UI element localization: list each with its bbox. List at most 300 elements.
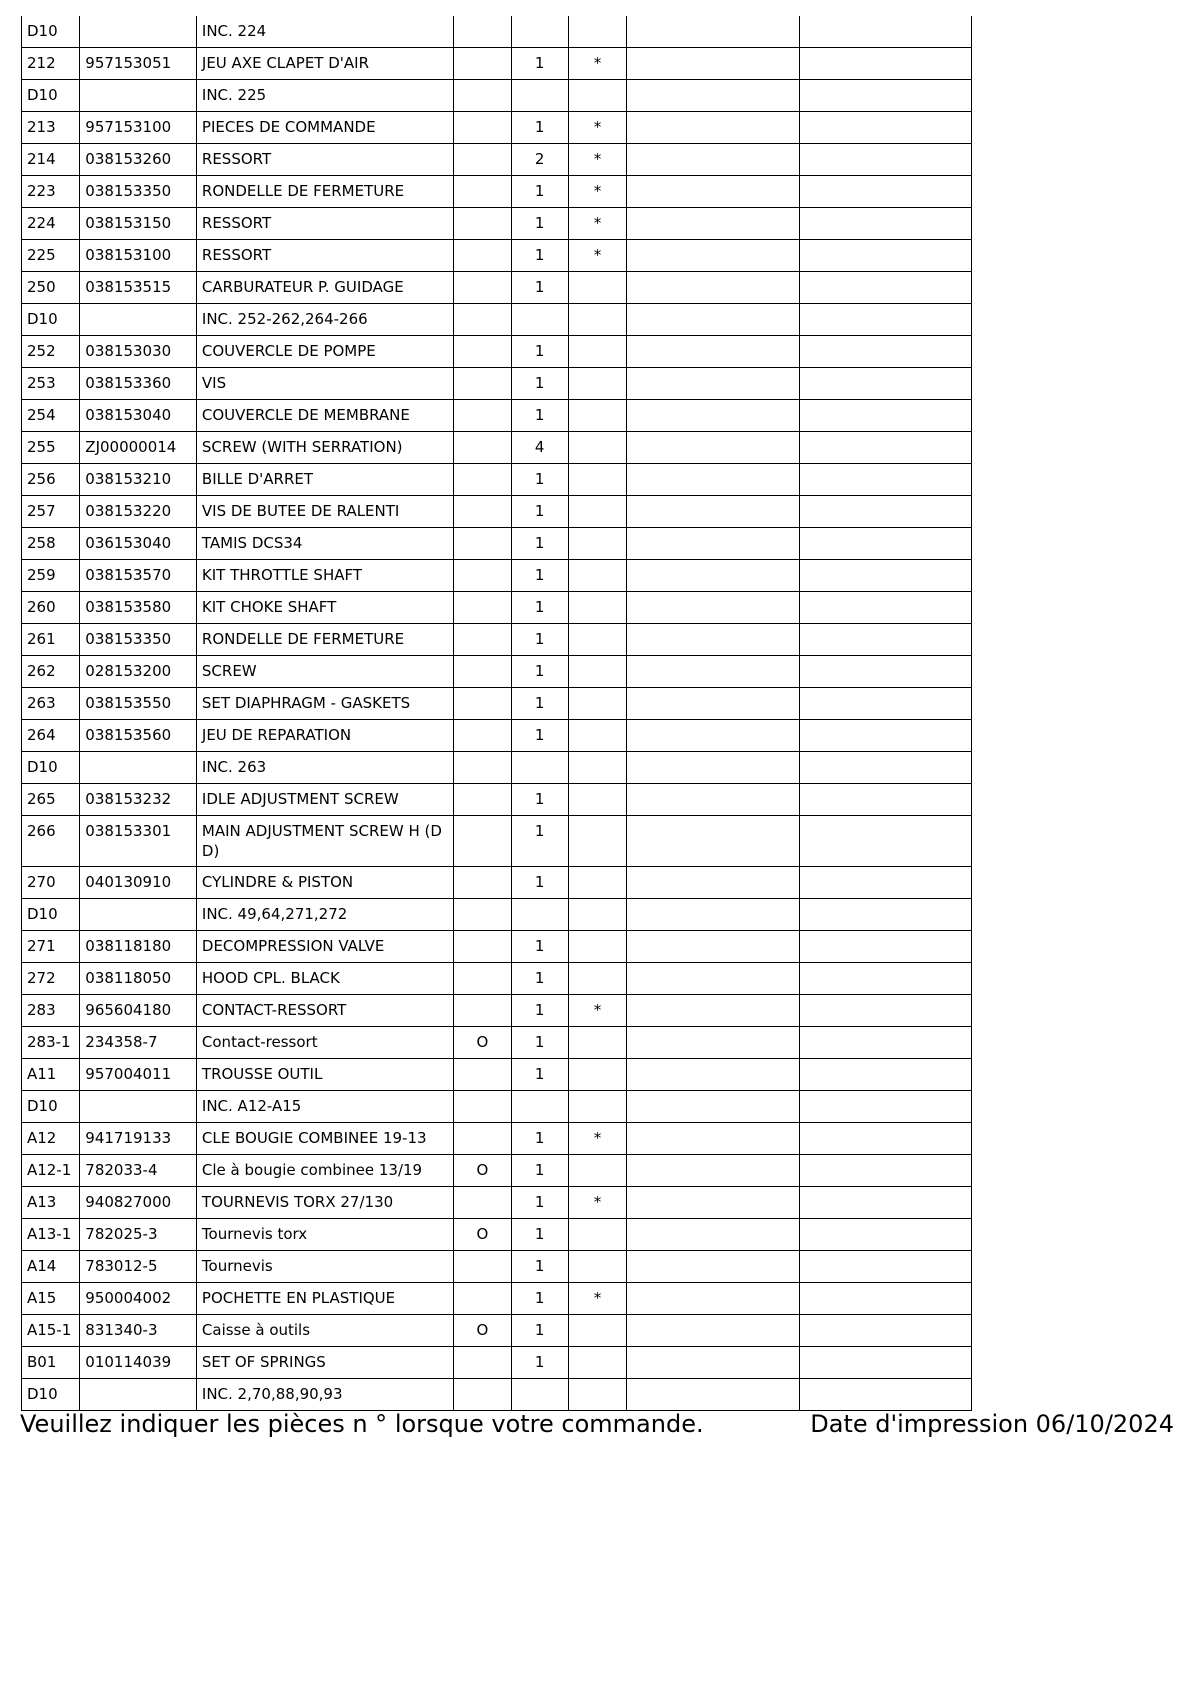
cell-blank-a (627, 432, 800, 464)
cell-flag: O (454, 1315, 511, 1347)
cell-part-number: 038153515 (80, 272, 197, 304)
cell-blank-b (800, 464, 972, 496)
cell-quantity: 1 (511, 1155, 568, 1187)
cell-description: KIT THROTTLE SHAFT (196, 560, 453, 592)
cell-flag (454, 899, 511, 931)
cell-mark: * (568, 1283, 626, 1315)
cell-mark (568, 80, 626, 112)
cell-flag (454, 1187, 511, 1219)
cell-quantity: 1 (511, 176, 568, 208)
cell-quantity: 1 (511, 720, 568, 752)
cell-quantity: 1 (511, 592, 568, 624)
table-row (22, 432, 972, 464)
cell-flag (454, 528, 511, 560)
cell-blank-a (627, 48, 800, 80)
cell-quantity (511, 304, 568, 336)
cell-blank-b (800, 208, 972, 240)
cell-quantity: 1 (511, 560, 568, 592)
table-row (22, 1347, 972, 1379)
cell-flag (454, 144, 511, 176)
cell-description: VIS DE BUTEE DE RALENTI (196, 496, 453, 528)
cell-description: RESSORT (196, 144, 453, 176)
cell-flag (454, 592, 511, 624)
cell-flag (454, 963, 511, 995)
cell-quantity: 1 (511, 1251, 568, 1283)
cell-part-number (80, 304, 197, 336)
table-row (22, 867, 972, 899)
cell-quantity: 1 (511, 368, 568, 400)
cell-part-number: 950004002 (80, 1283, 197, 1315)
cell-ref-number: 265 (22, 784, 80, 816)
cell-ref-number: 253 (22, 368, 80, 400)
cell-mark: * (568, 1123, 626, 1155)
cell-part-number: ZJ00000014 (80, 432, 197, 464)
cell-part-number (80, 16, 197, 48)
cell-quantity: 1 (511, 1123, 568, 1155)
cell-blank-b (800, 176, 972, 208)
cell-description: SCREW (196, 656, 453, 688)
cell-ref-number: 258 (22, 528, 80, 560)
cell-part-number: 038118180 (80, 931, 197, 963)
cell-blank-b (800, 624, 972, 656)
cell-quantity: 1 (511, 688, 568, 720)
cell-ref-number: D10 (22, 80, 80, 112)
cell-blank-a (627, 1187, 800, 1219)
cell-part-number: 783012-5 (80, 1251, 197, 1283)
cell-blank-a (627, 272, 800, 304)
cell-ref-number: 283-1 (22, 1027, 80, 1059)
cell-mark: * (568, 112, 626, 144)
cell-part-number: 038153560 (80, 720, 197, 752)
cell-ref-number: A13 (22, 1187, 80, 1219)
cell-mark (568, 899, 626, 931)
cell-blank-a (627, 1027, 800, 1059)
cell-blank-a (627, 624, 800, 656)
table-row (22, 176, 972, 208)
cell-flag (454, 816, 511, 867)
table-row (22, 624, 972, 656)
cell-part-number: 038153260 (80, 144, 197, 176)
cell-ref-number: 266 (22, 816, 80, 867)
cell-mark (568, 931, 626, 963)
table-row (22, 752, 972, 784)
cell-mark (568, 816, 626, 867)
cell-blank-a (627, 688, 800, 720)
cell-description: MAIN ADJUSTMENT SCREW H (D D) (196, 816, 453, 867)
cell-mark (568, 1091, 626, 1123)
cell-ref-number: D10 (22, 1091, 80, 1123)
cell-ref-number: 225 (22, 240, 80, 272)
table-row (22, 496, 972, 528)
cell-mark (568, 1315, 626, 1347)
cell-ref-number: 264 (22, 720, 80, 752)
cell-blank-a (627, 1379, 800, 1411)
cell-blank-a (627, 899, 800, 931)
cell-flag: O (454, 1027, 511, 1059)
cell-description: INC. 263 (196, 752, 453, 784)
cell-flag (454, 1091, 511, 1123)
cell-mark (568, 272, 626, 304)
cell-blank-a (627, 464, 800, 496)
cell-mark (568, 1219, 626, 1251)
cell-blank-b (800, 240, 972, 272)
cell-mark: * (568, 208, 626, 240)
cell-mark (568, 592, 626, 624)
cell-flag (454, 867, 511, 899)
cell-mark (568, 528, 626, 560)
cell-mark (568, 560, 626, 592)
cell-blank-b (800, 368, 972, 400)
cell-part-number (80, 1091, 197, 1123)
cell-ref-number: 252 (22, 336, 80, 368)
cell-flag (454, 496, 511, 528)
cell-blank-a (627, 240, 800, 272)
cell-quantity: 1 (511, 867, 568, 899)
cell-ref-number: 262 (22, 656, 80, 688)
cell-description: Contact-ressort (196, 1027, 453, 1059)
cell-blank-a (627, 1219, 800, 1251)
cell-blank-b (800, 1027, 972, 1059)
cell-flag (454, 112, 511, 144)
cell-blank-b (800, 336, 972, 368)
cell-mark (568, 1059, 626, 1091)
cell-quantity: 1 (511, 784, 568, 816)
cell-flag (454, 1251, 511, 1283)
cell-mark (568, 1251, 626, 1283)
cell-part-number (80, 899, 197, 931)
cell-ref-number: 212 (22, 48, 80, 80)
cell-description: TAMIS DCS34 (196, 528, 453, 560)
table-row (22, 48, 972, 80)
cell-blank-b (800, 720, 972, 752)
table-row (22, 931, 972, 963)
cell-blank-b (800, 899, 972, 931)
cell-flag (454, 560, 511, 592)
cell-blank-a (627, 560, 800, 592)
cell-ref-number: B01 (22, 1347, 80, 1379)
cell-part-number: 038153580 (80, 592, 197, 624)
cell-ref-number: A12-1 (22, 1155, 80, 1187)
table-row (22, 1027, 972, 1059)
cell-ref-number: 260 (22, 592, 80, 624)
cell-description: INC. 2,70,88,90,93 (196, 1379, 453, 1411)
cell-ref-number: A11 (22, 1059, 80, 1091)
cell-part-number: 038153301 (80, 816, 197, 867)
cell-mark (568, 867, 626, 899)
cell-part-number: 038153350 (80, 176, 197, 208)
cell-mark (568, 336, 626, 368)
cell-part-number: 038153360 (80, 368, 197, 400)
cell-description: COUVERCLE DE POMPE (196, 336, 453, 368)
cell-flag (454, 272, 511, 304)
table-row (22, 1315, 972, 1347)
cell-quantity: 1 (511, 931, 568, 963)
cell-quantity: 1 (511, 272, 568, 304)
cell-part-number (80, 752, 197, 784)
cell-blank-a (627, 592, 800, 624)
table-row (22, 1379, 972, 1411)
cell-mark: * (568, 176, 626, 208)
cell-quantity: 1 (511, 624, 568, 656)
cell-quantity: 1 (511, 995, 568, 1027)
cell-description: RESSORT (196, 240, 453, 272)
cell-description: HOOD CPL. BLACK (196, 963, 453, 995)
cell-description: COUVERCLE DE MEMBRANE (196, 400, 453, 432)
cell-blank-a (627, 1347, 800, 1379)
cell-flag: O (454, 1155, 511, 1187)
cell-flag (454, 48, 511, 80)
print-date: Date d'impression 06/10/2024 (810, 1410, 1174, 1438)
cell-blank-b (800, 1219, 972, 1251)
cell-description: RESSORT (196, 208, 453, 240)
cell-ref-number: 257 (22, 496, 80, 528)
cell-blank-b (800, 80, 972, 112)
table-row (22, 1123, 972, 1155)
cell-quantity (511, 1091, 568, 1123)
table-row (22, 816, 972, 867)
cell-blank-a (627, 752, 800, 784)
cell-blank-a (627, 144, 800, 176)
cell-ref-number: 270 (22, 867, 80, 899)
cell-blank-b (800, 400, 972, 432)
cell-description: TROUSSE OUTIL (196, 1059, 453, 1091)
cell-mark (568, 784, 626, 816)
cell-blank-a (627, 400, 800, 432)
cell-ref-number: D10 (22, 16, 80, 48)
cell-part-number: 038153030 (80, 336, 197, 368)
cell-ref-number: A13-1 (22, 1219, 80, 1251)
cell-flag (454, 1123, 511, 1155)
cell-flag (454, 720, 511, 752)
cell-ref-number: 272 (22, 963, 80, 995)
cell-blank-b (800, 304, 972, 336)
cell-flag (454, 1059, 511, 1091)
cell-mark: * (568, 995, 626, 1027)
cell-blank-a (627, 931, 800, 963)
cell-flag (454, 1283, 511, 1315)
cell-ref-number: 271 (22, 931, 80, 963)
cell-blank-b (800, 867, 972, 899)
cell-blank-a (627, 656, 800, 688)
cell-flag (454, 752, 511, 784)
cell-part-number: 941719133 (80, 1123, 197, 1155)
cell-quantity: 1 (511, 48, 568, 80)
cell-description: TOURNEVIS TORX 27/130 (196, 1187, 453, 1219)
cell-blank-a (627, 528, 800, 560)
cell-blank-a (627, 304, 800, 336)
cell-part-number: 038153150 (80, 208, 197, 240)
cell-mark (568, 1027, 626, 1059)
cell-mark (568, 464, 626, 496)
cell-description: POCHETTE EN PLASTIQUE (196, 1283, 453, 1315)
table-row (22, 336, 972, 368)
cell-flag (454, 368, 511, 400)
cell-quantity: 1 (511, 528, 568, 560)
table-row (22, 1283, 972, 1315)
cell-blank-b (800, 16, 972, 48)
table-row (22, 592, 972, 624)
cell-ref-number: D10 (22, 899, 80, 931)
table-row (22, 560, 972, 592)
cell-quantity: 1 (511, 1283, 568, 1315)
cell-ref-number: 213 (22, 112, 80, 144)
cell-ref-number: 255 (22, 432, 80, 464)
cell-flag: O (454, 1219, 511, 1251)
cell-flag (454, 80, 511, 112)
cell-description: RONDELLE DE FERMETURE (196, 176, 453, 208)
table-row (22, 1059, 972, 1091)
table-row (22, 144, 972, 176)
cell-ref-number: 263 (22, 688, 80, 720)
cell-part-number: 957004011 (80, 1059, 197, 1091)
cell-description: KIT CHOKE SHAFT (196, 592, 453, 624)
table-row (22, 272, 972, 304)
table-row (22, 16, 972, 48)
cell-mark: * (568, 48, 626, 80)
cell-part-number: 040130910 (80, 867, 197, 899)
cell-blank-b (800, 656, 972, 688)
cell-part-number: 965604180 (80, 995, 197, 1027)
cell-flag (454, 1379, 511, 1411)
cell-part-number: 940827000 (80, 1187, 197, 1219)
cell-part-number (80, 1379, 197, 1411)
cell-flag (454, 176, 511, 208)
cell-part-number: 957153100 (80, 112, 197, 144)
cell-quantity: 2 (511, 144, 568, 176)
cell-blank-b (800, 1059, 972, 1091)
cell-flag (454, 208, 511, 240)
cell-quantity: 1 (511, 208, 568, 240)
table-row (22, 1251, 972, 1283)
cell-blank-a (627, 1155, 800, 1187)
cell-flag (454, 464, 511, 496)
cell-mark (568, 432, 626, 464)
cell-part-number: 038153040 (80, 400, 197, 432)
cell-description: INC. 49,64,271,272 (196, 899, 453, 931)
cell-quantity: 1 (511, 464, 568, 496)
cell-mark (568, 304, 626, 336)
cell-blank-a (627, 112, 800, 144)
cell-description: CONTACT-RESSORT (196, 995, 453, 1027)
table-row (22, 240, 972, 272)
cell-description: SET DIAPHRAGM - GASKETS (196, 688, 453, 720)
cell-flag (454, 688, 511, 720)
cell-blank-a (627, 995, 800, 1027)
cell-description: SCREW (WITH SERRATION) (196, 432, 453, 464)
cell-ref-number: 250 (22, 272, 80, 304)
cell-flag (454, 16, 511, 48)
cell-part-number: 010114039 (80, 1347, 197, 1379)
order-note: Veuillez indiquer les pièces n ° lorsque votre commande. (20, 1410, 704, 1438)
cell-blank-a (627, 720, 800, 752)
cell-blank-b (800, 1251, 972, 1283)
cell-mark: * (568, 240, 626, 272)
cell-quantity: 1 (511, 400, 568, 432)
cell-quantity: 1 (511, 496, 568, 528)
cell-ref-number: A15 (22, 1283, 80, 1315)
cell-description: CYLINDRE & PISTON (196, 867, 453, 899)
cell-mark (568, 400, 626, 432)
cell-blank-b (800, 496, 972, 528)
cell-blank-a (627, 496, 800, 528)
cell-blank-b (800, 592, 972, 624)
cell-mark: * (568, 144, 626, 176)
cell-description: INC. 224 (196, 16, 453, 48)
cell-mark (568, 720, 626, 752)
cell-mark (568, 624, 626, 656)
table-row (22, 995, 972, 1027)
cell-blank-a (627, 16, 800, 48)
cell-mark: * (568, 1187, 626, 1219)
cell-blank-a (627, 176, 800, 208)
cell-blank-a (627, 816, 800, 867)
cell-part-number: 038153232 (80, 784, 197, 816)
cell-part-number: 831340-3 (80, 1315, 197, 1347)
cell-description: JEU DE REPARATION (196, 720, 453, 752)
cell-blank-b (800, 931, 972, 963)
cell-description: IDLE ADJUSTMENT SCREW (196, 784, 453, 816)
cell-flag (454, 304, 511, 336)
cell-blank-b (800, 528, 972, 560)
cell-ref-number: A12 (22, 1123, 80, 1155)
cell-description: VIS (196, 368, 453, 400)
table-row (22, 656, 972, 688)
cell-quantity: 1 (511, 240, 568, 272)
cell-blank-b (800, 1283, 972, 1315)
cell-mark (568, 496, 626, 528)
cell-flag (454, 931, 511, 963)
table-row (22, 720, 972, 752)
cell-quantity: 1 (511, 656, 568, 688)
cell-part-number: 028153200 (80, 656, 197, 688)
cell-flag (454, 432, 511, 464)
cell-blank-b (800, 1347, 972, 1379)
cell-quantity: 1 (511, 1315, 568, 1347)
cell-description: SET OF SPRINGS (196, 1347, 453, 1379)
table-row (22, 1219, 972, 1251)
cell-quantity: 1 (511, 816, 568, 867)
cell-blank-b (800, 816, 972, 867)
cell-description: PIECES DE COMMANDE (196, 112, 453, 144)
cell-description: INC. 252-262,264-266 (196, 304, 453, 336)
cell-blank-b (800, 48, 972, 80)
cell-part-number: 957153051 (80, 48, 197, 80)
cell-quantity: 4 (511, 432, 568, 464)
cell-blank-b (800, 112, 972, 144)
cell-flag (454, 656, 511, 688)
parts-sheet (21, 16, 972, 1411)
cell-quantity: 1 (511, 336, 568, 368)
cell-flag (454, 995, 511, 1027)
cell-description: Tournevis torx (196, 1219, 453, 1251)
cell-part-number: 038153350 (80, 624, 197, 656)
cell-blank-b (800, 688, 972, 720)
cell-part-number: 038153220 (80, 496, 197, 528)
cell-quantity: 1 (511, 1347, 568, 1379)
cell-ref-number: 214 (22, 144, 80, 176)
cell-part-number (80, 80, 197, 112)
cell-quantity: 1 (511, 1187, 568, 1219)
parts-table-body (22, 16, 972, 1411)
cell-description: INC. A12-A15 (196, 1091, 453, 1123)
cell-part-number: 036153040 (80, 528, 197, 560)
table-row (22, 963, 972, 995)
cell-flag (454, 1347, 511, 1379)
cell-part-number: 038153570 (80, 560, 197, 592)
cell-blank-a (627, 867, 800, 899)
cell-blank-a (627, 368, 800, 400)
cell-quantity (511, 16, 568, 48)
